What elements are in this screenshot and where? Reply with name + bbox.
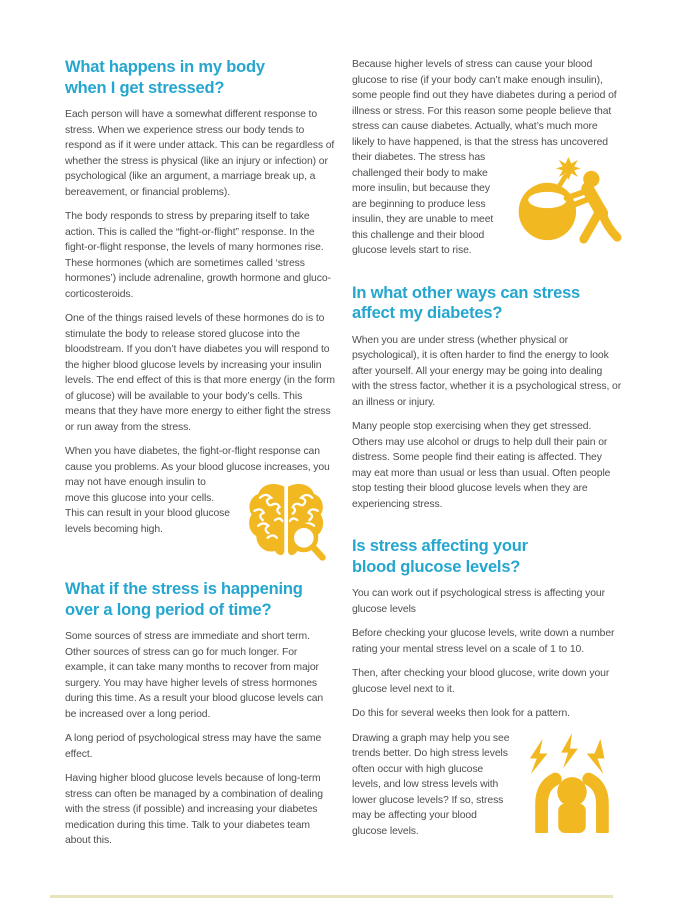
heading-other-ways: In what other ways can stress affect my diabetes?: [352, 283, 581, 322]
paragraph-with-brain-icon: When you have diabetes, the fight-or-flight response can cause you problems. As your blood glucose increases, you may not have enough insulin to move this glucose into your cells. This can result in your blood glucose levels becoming high.: [65, 444, 335, 537]
paragraph: Some sources of stress are immediate and short term. Other sources of stress can go for much longer. For example, it can take many months to recover from major surgery. You may have higher levels of stress hormones during this time. As a result your blood glucose levels can be increased over a long period.: [65, 631, 324, 720]
footer-divider-line: [50, 895, 613, 898]
paragraph: One of the things raised levels of these hormones do is to stimulate the body to release stored glucose into the bloodstream. If you don’t have diabetes you will respond to the higher blood glucose levels by increasing your insulin levels. The end effect of this is that more energy (in the form of glucose) will be available to your body’s cells. This means that they have more energy to either fight the stress or run away from the stress.: [65, 313, 335, 433]
paragraph-with-stressed-person-icon: Drawing a graph may help you see trends better. Do high stress levels often occur with high glucose levels, and low stress levels with lower glucose levels? If so, stress may be affecting your blood glucose levels.: [352, 731, 622, 840]
heading-is-stress-affecting: Is stress affecting your blood glucose levels?: [352, 537, 528, 576]
paragraph: A long period of psychological stress may have the same effect.: [65, 733, 322, 760]
paragraph: When you are under stress (whether physical or psychological), it is often harder to find the energy to look after yourself. All your energy may be going into dealing with the stress factor, whether it is a psychological stress, or an illness or injury.: [352, 334, 622, 408]
paragraph: Many people stop exercising when they get stressed. Others may use alcohol or drugs to help dull their pain or distress. Some people find their eating is affected. They may eat more than usual or less than usual. Often people stop testing their blood glucose levels when they are experiencing stress.: [352, 421, 611, 510]
bomb-push-icon: [510, 156, 622, 244]
paragraph: The body responds to stress by preparing itself to take action. This is called the “fight-or-flight” response. In the fight-or-flight response, the levels of many hormones rise. These hormones (which are sometimes called ‘stress hormones’) include adrenaline, growth hormone and gluco-corticosteroids.: [65, 211, 331, 300]
heading-long-period: What if the stress is happening over a long period of time?: [65, 580, 303, 619]
paragraph: Then, after checking your blood glucose, write down your glucose level next to it.: [352, 668, 610, 695]
paragraph: Having higher blood glucose levels because of long-term stress can often be managed by a combination of dealing with the stress (if possible) and increasing your diabetes medication during this time. Talk to your diabetes team about this.: [65, 773, 323, 846]
paragraph: Each person will have a somewhat different response to stress. When we experience stress our body tends to respond as if it were under attack. This can be regardless of whether the stress is physical (like an injury or infection) or psychological (like an argument, a marriage break up, a bereavement, or financial problems).: [65, 109, 335, 198]
brain-magnifier-icon: [247, 477, 329, 567]
heading-what-happens: What happens in my body when I get stressed?: [65, 58, 265, 97]
right-column: [352, 57, 622, 848]
paragraph: Do this for several weeks then look for a pattern.: [352, 708, 570, 719]
left-column: [65, 57, 335, 858]
paragraph-with-bomb-icon: Because higher levels of stress can cause your blood glucose to rise (if your body can’t make enough insulin), some people find out they have diabetes during a period of illness or stress. For this reason some people believe that stress can cause diabetes. Actually, what’s much more likely to have happened, is that the stress has uncovered their diabetes. The stress has challenged their body to make more insulin, but because they are beginning to produce less insulin, they are unable to meet this challenge and their blood glucose levels start to rise.: [352, 57, 622, 259]
paragraph: Before checking your glucose levels, write down a number rating your mental stress level on a scale of 1 to 10.: [352, 628, 615, 655]
paragraph: You can work out if psychological stress is affecting your glucose levels: [352, 588, 605, 615]
stressed-person-icon: [524, 731, 620, 833]
